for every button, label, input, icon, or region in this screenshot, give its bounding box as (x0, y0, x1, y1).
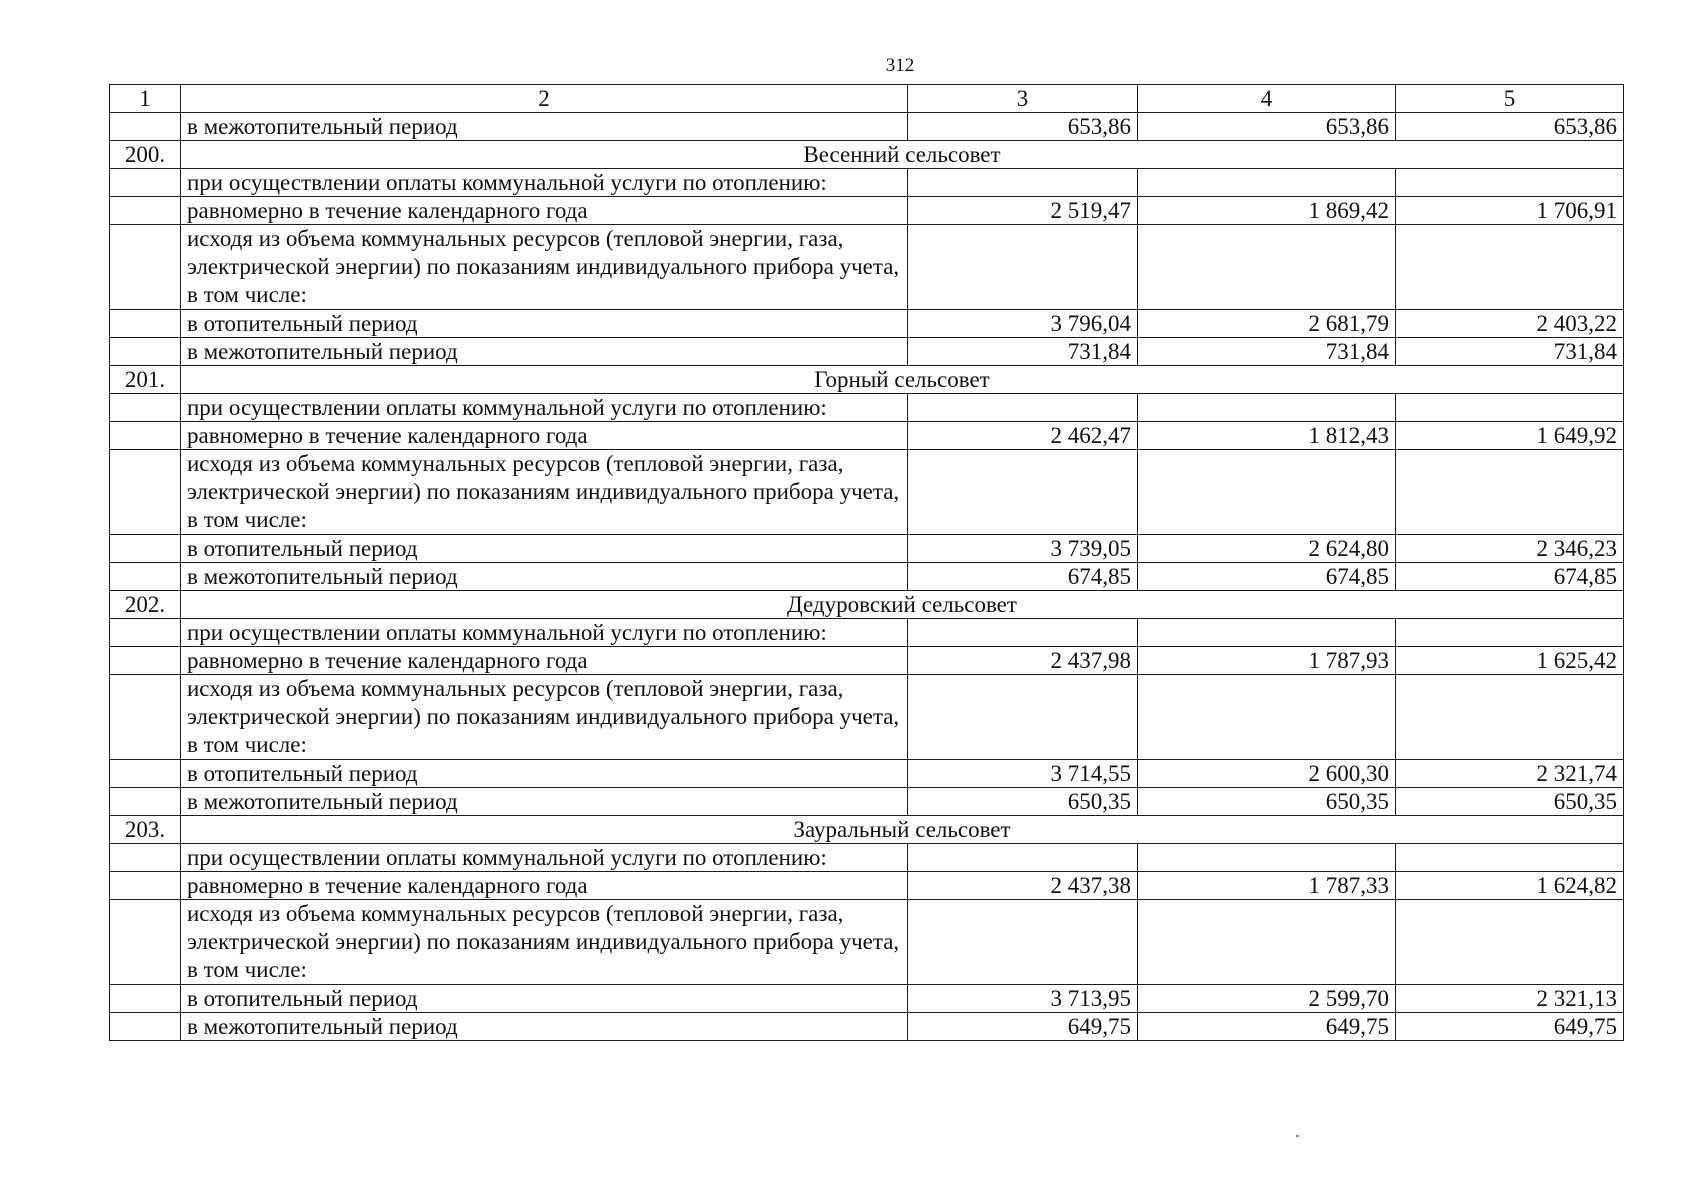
cell-value-col5: 653,86 (1396, 113, 1624, 141)
row-number (110, 338, 181, 366)
row-number (110, 872, 181, 900)
column-header: 3 (908, 85, 1138, 113)
cell-value-col4: 1 787,33 (1138, 872, 1396, 900)
row-label: в межотопительный период (181, 113, 908, 141)
row-number (110, 450, 181, 535)
row-number (110, 197, 181, 225)
column-header: 1 (110, 85, 181, 113)
cell-value-col5: 2 321,13 (1396, 985, 1624, 1013)
cell-value-col4 (1138, 900, 1396, 985)
row-number: 203. (110, 816, 181, 844)
row-number (110, 900, 181, 985)
cell-value-col3: 2 437,38 (908, 872, 1138, 900)
cell-value-col3 (908, 900, 1138, 985)
cell-value-col4 (1138, 450, 1396, 535)
page-number: 312 (885, 55, 915, 76)
cell-value-col5 (1396, 844, 1624, 872)
cell-value-col4: 649,75 (1138, 1013, 1396, 1041)
table-row (110, 619, 1624, 647)
cell-value-col5 (1396, 619, 1624, 647)
cell-value-col3: 650,35 (908, 788, 1138, 816)
cell-value-col3 (908, 844, 1138, 872)
table-row (110, 113, 1624, 141)
row-label: исходя из объема коммунальных ресурсов (тепловой энергии, газа, электрической энергии) по показаниям индивидуального прибора учета, в том числе: (181, 675, 908, 760)
cell-value-col5: 649,75 (1396, 1013, 1624, 1041)
row-number (110, 675, 181, 760)
cell-value-col3 (908, 450, 1138, 535)
cell-value-col4: 674,85 (1138, 563, 1396, 591)
row-label: в отопительный период (181, 535, 908, 563)
cell-value-col3: 731,84 (908, 338, 1138, 366)
cell-value-col3: 3 713,95 (908, 985, 1138, 1013)
cell-value-col3 (908, 225, 1138, 310)
section-title: Весенний сельсовет (181, 141, 1624, 169)
row-label: при осуществлении оплаты коммунальной услуги по отоплению: (181, 619, 908, 647)
row-label: равномерно в течение календарного года (181, 647, 908, 675)
row-number (110, 760, 181, 788)
cell-value-col5 (1396, 394, 1624, 422)
table-row (110, 197, 1624, 225)
row-label: исходя из объема коммунальных ресурсов (тепловой энергии, газа, электрической энергии) по показаниям индивидуального прибора учета, в том числе: (181, 450, 908, 535)
cell-value-col3: 3 714,55 (908, 760, 1138, 788)
table-row (110, 900, 1624, 985)
cell-value-col3: 674,85 (908, 563, 1138, 591)
table-row (110, 844, 1624, 872)
row-label: в межотопительный период (181, 563, 908, 591)
row-number (110, 394, 181, 422)
cell-value-col3 (908, 675, 1138, 760)
cell-value-col4 (1138, 844, 1396, 872)
cell-value-col3: 3 739,05 (908, 535, 1138, 563)
table-row (110, 872, 1624, 900)
cell-value-col3 (908, 619, 1138, 647)
row-label: в межотопительный период (181, 788, 908, 816)
row-number (110, 563, 181, 591)
row-label: в отопительный период (181, 310, 908, 338)
row-label: исходя из объема коммунальных ресурсов (тепловой энергии, газа, электрической энергии) по показаниям индивидуального прибора учета, в том числе: (181, 225, 908, 310)
row-number (110, 310, 181, 338)
cell-value-col3: 649,75 (908, 1013, 1138, 1041)
cell-value-col4: 1 812,43 (1138, 422, 1396, 450)
cell-value-col3: 3 796,04 (908, 310, 1138, 338)
cell-value-col4 (1138, 675, 1396, 760)
row-label: в отопительный период (181, 760, 908, 788)
table-row (110, 310, 1624, 338)
table-row (110, 985, 1624, 1013)
table-row (110, 338, 1624, 366)
cell-value-col4: 731,84 (1138, 338, 1396, 366)
row-label: равномерно в течение календарного года (181, 422, 908, 450)
table-body (110, 85, 1624, 1041)
table-row (110, 450, 1624, 535)
cell-value-col3: 2 462,47 (908, 422, 1138, 450)
cell-value-col3 (908, 169, 1138, 197)
row-number (110, 647, 181, 675)
row-number: 202. (110, 591, 181, 619)
row-label: равномерно в течение календарного года (181, 872, 908, 900)
column-header: 4 (1138, 85, 1396, 113)
cell-value-col5: 650,35 (1396, 788, 1624, 816)
row-number (110, 844, 181, 872)
cell-value-col5 (1396, 900, 1624, 985)
cell-value-col4: 650,35 (1138, 788, 1396, 816)
cell-value-col5: 1 624,82 (1396, 872, 1624, 900)
cell-value-col5: 1 649,92 (1396, 422, 1624, 450)
table-row (110, 535, 1624, 563)
row-label: при осуществлении оплаты коммунальной услуги по отоплению: (181, 394, 908, 422)
cell-value-col5: 731,84 (1396, 338, 1624, 366)
row-number (110, 619, 181, 647)
cell-value-col5 (1396, 225, 1624, 310)
cell-value-col4: 2 600,30 (1138, 760, 1396, 788)
row-label: равномерно в течение календарного года (181, 197, 908, 225)
section-title: Горный сельсовет (181, 366, 1624, 394)
row-number (110, 985, 181, 1013)
cell-value-col3 (908, 394, 1138, 422)
cell-value-col5: 2 321,74 (1396, 760, 1624, 788)
section-row (110, 366, 1624, 394)
table-row (110, 394, 1624, 422)
section-row (110, 591, 1624, 619)
cell-value-col5: 1 706,91 (1396, 197, 1624, 225)
section-row (110, 816, 1624, 844)
table-row (110, 647, 1624, 675)
cell-value-col5: 2 346,23 (1396, 535, 1624, 563)
cell-value-col4 (1138, 394, 1396, 422)
row-number (110, 422, 181, 450)
row-number (110, 225, 181, 310)
cell-value-col4: 1 869,42 (1138, 197, 1396, 225)
table-row (110, 422, 1624, 450)
cell-value-col3: 2 437,98 (908, 647, 1138, 675)
row-number (110, 169, 181, 197)
table-row (110, 760, 1624, 788)
row-number (110, 788, 181, 816)
cell-value-col4: 2 681,79 (1138, 310, 1396, 338)
table-row (110, 1013, 1624, 1041)
cell-value-col4: 2 599,70 (1138, 985, 1396, 1013)
scan-speck (1296, 1135, 1299, 1137)
table-row (110, 563, 1624, 591)
column-header-row (110, 85, 1624, 113)
cell-value-col4: 2 624,80 (1138, 535, 1396, 563)
section-title: Дедуровский сельсовет (181, 591, 1624, 619)
cell-value-col5 (1396, 675, 1624, 760)
tariff-table (109, 84, 1624, 1041)
cell-value-col4: 1 787,93 (1138, 647, 1396, 675)
cell-value-col4: 653,86 (1138, 113, 1396, 141)
table-row (110, 788, 1624, 816)
cell-value-col5 (1396, 169, 1624, 197)
cell-value-col5 (1396, 450, 1624, 535)
row-label: в межотопительный период (181, 338, 908, 366)
row-number: 200. (110, 141, 181, 169)
section-title: Зауральный сельсовет (181, 816, 1624, 844)
row-number: 201. (110, 366, 181, 394)
table-row (110, 675, 1624, 760)
table-row (110, 169, 1624, 197)
cell-value-col4 (1138, 225, 1396, 310)
row-number (110, 1013, 181, 1041)
row-label: в отопительный период (181, 985, 908, 1013)
cell-value-col4 (1138, 619, 1396, 647)
column-header: 5 (1396, 85, 1624, 113)
cell-value-col5: 2 403,22 (1396, 310, 1624, 338)
row-label: в межотопительный период (181, 1013, 908, 1041)
cell-value-col3: 653,86 (908, 113, 1138, 141)
cell-value-col3: 2 519,47 (908, 197, 1138, 225)
row-label: при осуществлении оплаты коммунальной услуги по отоплению: (181, 844, 908, 872)
section-row (110, 141, 1624, 169)
row-number (110, 535, 181, 563)
cell-value-col5: 674,85 (1396, 563, 1624, 591)
table-row (110, 225, 1624, 310)
column-header: 2 (181, 85, 908, 113)
cell-value-col4 (1138, 169, 1396, 197)
cell-value-col5: 1 625,42 (1396, 647, 1624, 675)
row-label: при осуществлении оплаты коммунальной услуги по отоплению: (181, 169, 908, 197)
row-label: исходя из объема коммунальных ресурсов (тепловой энергии, газа, электрической энергии) по показаниям индивидуального прибора учета, в том числе: (181, 900, 908, 985)
row-number (110, 113, 181, 141)
